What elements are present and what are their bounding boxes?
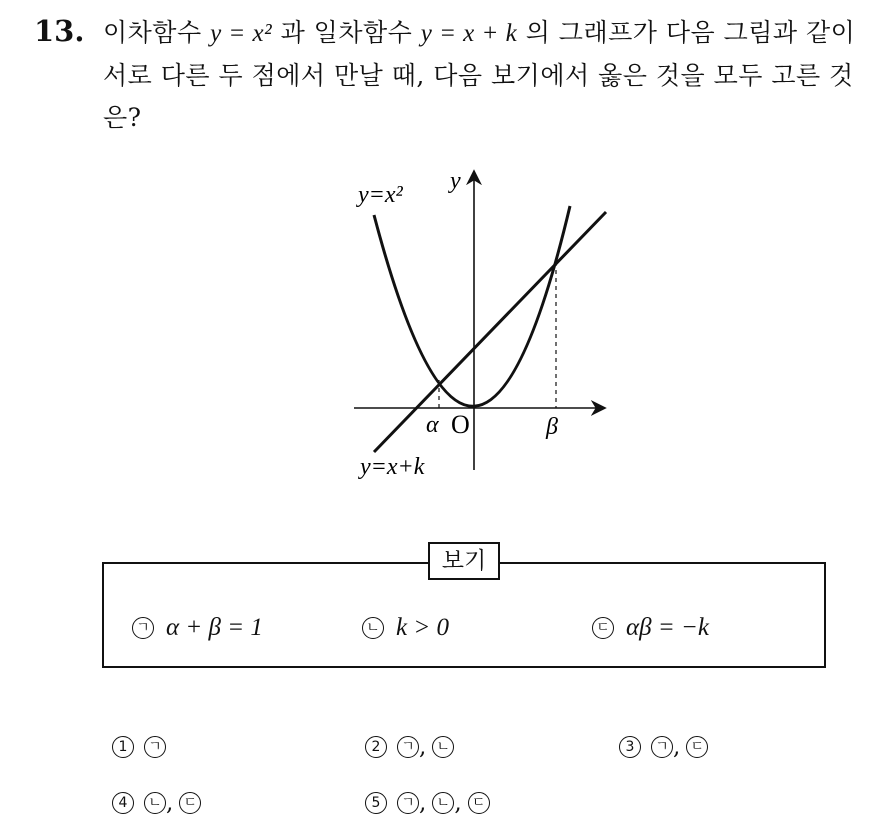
function-graph [340,160,620,480]
option-2-mark-2: ㄴ [432,736,454,758]
quadratic-expression: y = x² [210,20,273,47]
alpha-label: α [426,412,439,438]
option-3-mark-2: ㄷ [686,736,708,758]
bogi-mark-1: ㄱ [132,617,154,639]
option-5-mark-1: ㄱ [397,792,419,814]
option-2-number: 2 [365,736,387,758]
linear-expression: y = x + k [420,20,518,47]
option-5-number: 5 [365,792,387,814]
option-3-number: 3 [619,736,641,758]
bogi-expr-2: k > 0 [396,614,449,641]
option-1[interactable] [112,734,166,760]
option-5-mark-3: ㄷ [468,792,490,814]
parabola-label: y=x² [358,182,403,208]
option-3[interactable]: 3 ㄱ , ㄷ [619,734,708,760]
line-label: y=x+k [360,454,425,480]
option-4-number: 4 [112,792,134,814]
option-2-mark-1: ㄱ [397,736,419,758]
bogi-expr-3: αβ = −k [626,614,709,641]
bogi-expr-1: α + β = 1 [166,614,263,641]
origin-label: O [451,410,470,439]
question-text-part2: 과 일차함수 [272,18,421,47]
question-text-part3: 의 그래프가 다음 그림과 같이 서로 다른 두 점에서 만날 때, 다음 보기에서 옳은 것을 모두 고른 것은? [103,18,856,132]
option-1-mark-1: ㄱ [144,736,166,758]
question-number: 13. [34,14,85,48]
graph-svg [340,160,620,480]
bogi-item-3 [592,612,709,642]
option-5-mark-2: ㄴ [432,792,454,814]
bogi-mark-2: ㄴ [362,617,384,639]
option-4-mark-1: ㄴ [144,792,166,814]
beta-label: β [546,414,558,440]
option-4[interactable]: 4 ㄴ , ㄷ [112,790,201,816]
option-4-mark-2: ㄷ [179,792,201,814]
bogi-mark-3: ㄷ [592,617,614,639]
option-2[interactable]: 2 ㄱ , ㄴ [365,734,454,760]
parabola-curve [374,206,570,406]
bogi-item-1 [132,612,263,642]
option-5[interactable]: 5 ㄱ , ㄴ , ㄷ [365,790,490,816]
option-1-number: 1 [112,736,134,758]
bogi-title: 보기 [428,542,500,580]
bogi-item-2 [362,612,449,642]
option-3-mark-1: ㄱ [651,736,673,758]
y-axis-label: y [450,168,461,194]
question-text [103,12,863,139]
linear-line [374,212,606,452]
question-text-part1: 이차함수 [103,18,211,47]
